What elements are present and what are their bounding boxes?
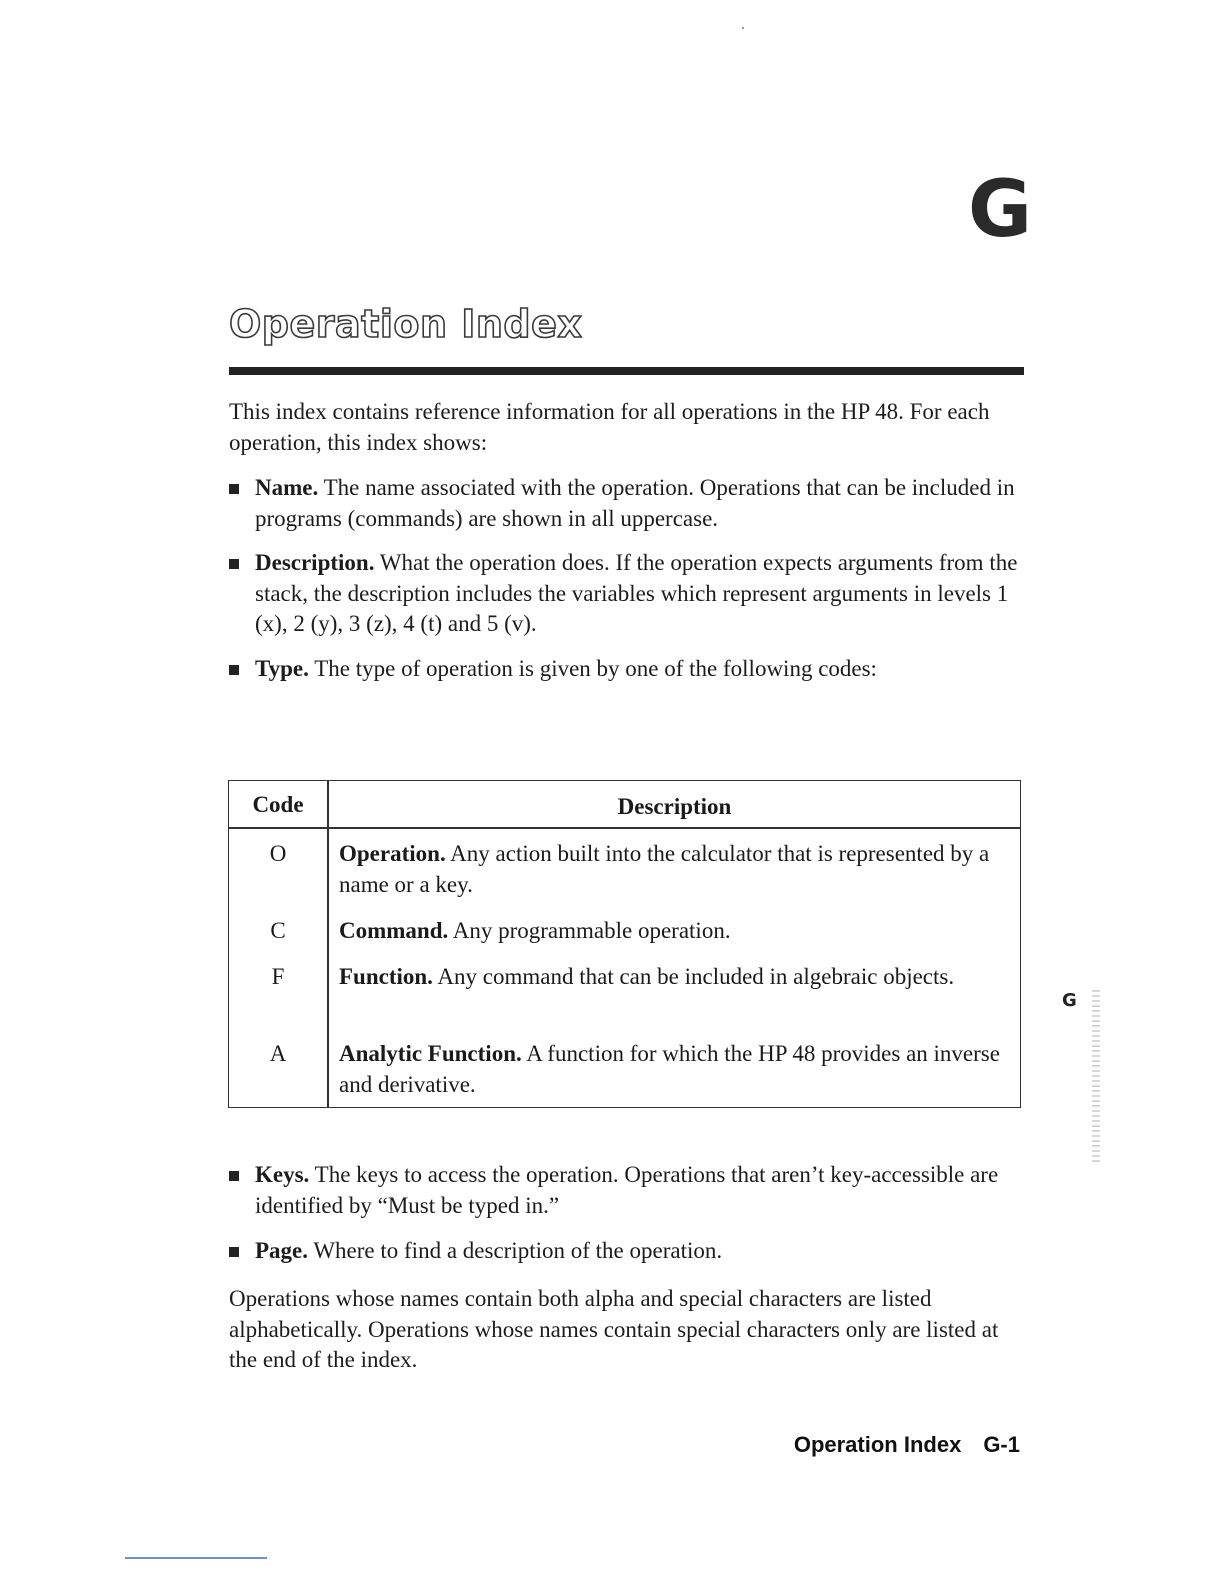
list-item	[229, 1236, 1019, 1267]
page-footer	[794, 1432, 1020, 1458]
cell-term: Operation.	[339, 841, 446, 866]
scan-edge-line	[125, 1557, 267, 1559]
field-term: Description.	[255, 550, 375, 575]
cell-text: Any command that can be included in algebraic objects.	[432, 964, 955, 989]
field-list-bottom	[229, 1160, 1019, 1282]
table-cell-description	[339, 1039, 1010, 1100]
table-column-divider	[327, 781, 329, 1107]
bullet-square-icon	[229, 1171, 239, 1181]
field-term: Name.	[255, 475, 319, 500]
footer-section: Operation Index	[793, 1432, 962, 1457]
list-item	[229, 1160, 1019, 1221]
table-cell-description	[339, 916, 1010, 947]
cell-term: Analytic Function.	[339, 1041, 522, 1066]
type-code-table	[228, 780, 1021, 1108]
bullet-square-icon	[229, 484, 239, 494]
cell-text: Any action built into the calculator that is represented by a name or a key.	[339, 841, 990, 897]
cell-text: Any programmable operation.	[448, 918, 731, 943]
page-title: Operation Index	[229, 302, 583, 346]
field-text: The name associated with the operation. Operations that can be included in programs (commands) are shown in all uppercase.	[255, 475, 1015, 531]
intro-paragraph: This index contains reference information for all operations in the HP 48. For each operation, this index shows:	[229, 399, 990, 455]
table-header-description: Description	[617, 794, 732, 819]
scan-speck	[742, 27, 744, 29]
side-thumb-strip	[1092, 990, 1100, 1165]
chapter-letter: G	[967, 165, 1030, 255]
field-term: Page.	[255, 1238, 309, 1263]
title-rule	[229, 367, 1024, 375]
side-chapter-tab: G	[1062, 990, 1077, 1011]
table-cell-description	[339, 962, 1010, 993]
table-cell-code: F	[271, 964, 285, 989]
field-list-top	[229, 473, 1019, 698]
list-item	[229, 654, 1019, 685]
field-text: Where to find a description of the operation.	[308, 1238, 723, 1263]
field-term: Type.	[255, 655, 309, 681]
table-cell-code: C	[270, 918, 286, 943]
table-cell-description	[339, 839, 1010, 900]
cell-text: A function for which the HP 48 provides an inverse and derivative.	[339, 1041, 1000, 1097]
cell-term: Command.	[339, 918, 449, 943]
table-header-divider	[229, 827, 1020, 829]
bullet-square-icon	[229, 665, 239, 675]
closing-paragraph: Operations whose names contain both alpha and special characters are listed alphabetically. Operations whose names contain special characters only are listed at the end of the index.	[229, 1286, 999, 1372]
field-text: The keys to access the operation. Operations that aren’t key-accessible are identified by “Must be typed in.”	[255, 1162, 999, 1218]
table-cell-code: A	[269, 1041, 287, 1066]
field-text: What the operation does. If the operation expects arguments from the stack, the description includes the variables which represent arguments in levels 1 (x), 2 (y), 3 (z), 4 (t) and 5 (v).	[255, 550, 1018, 636]
bullet-square-icon	[229, 1247, 239, 1257]
table-header-code: Code	[252, 792, 304, 817]
bullet-square-icon	[229, 559, 239, 569]
list-item	[229, 473, 1019, 534]
cell-term: Function.	[339, 964, 433, 989]
list-item	[229, 548, 1019, 640]
field-term: Keys.	[255, 1162, 310, 1187]
footer-page-number: G-1	[983, 1432, 1020, 1457]
table-cell-code: O	[269, 841, 287, 866]
field-text: The type of operation is given by one of the following codes:	[308, 655, 877, 681]
